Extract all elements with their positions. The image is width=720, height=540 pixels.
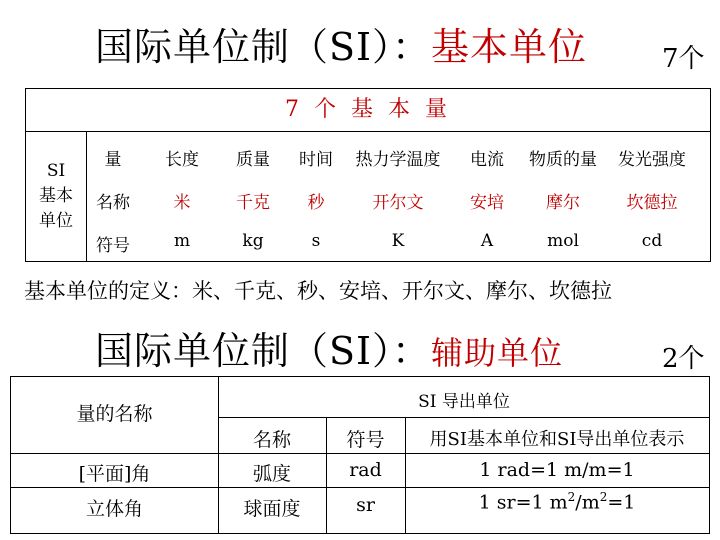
quantity-cell: 质量 — [236, 150, 270, 170]
row-label-quantity: 量 — [104, 150, 122, 170]
col-header-symbol: 符号 — [346, 429, 385, 451]
quantity-cell: 时间 — [299, 150, 333, 170]
base-unit-count: 7个 — [662, 44, 705, 74]
definition-line: 基本单位的定义：米、千克、秒、安培、开尔文、摩尔、坎德拉 — [24, 279, 612, 303]
expression-steradian — [405, 490, 709, 513]
unit-symbol-cell: mol — [547, 231, 579, 251]
quantity-cell: 电流 — [470, 150, 504, 170]
unit-name-steradian: 球面度 — [243, 498, 301, 520]
unit-name-cell: 米 — [173, 193, 191, 213]
unit-name-cell: 安培 — [470, 193, 504, 213]
unit-symbol-rad: rad — [349, 459, 382, 481]
unit-symbol-cell: kg — [242, 231, 264, 251]
unit-symbol-cell: A — [480, 231, 494, 251]
unit-name-cell: 秒 — [307, 193, 325, 213]
unit-symbol-cell: s — [311, 231, 321, 251]
expression-radian: 1 rad=1 m/m=1 — [479, 459, 635, 481]
unit-name-cell: 千克 — [236, 193, 270, 213]
quantity-cell: 发光强度 — [618, 150, 686, 170]
table-caption: 7 个 基 本 量 — [26, 89, 710, 132]
title-supplementary-units — [95, 320, 563, 375]
si-side-label — [26, 131, 87, 261]
row-label-name: 名称 — [96, 193, 130, 213]
side-label-line: SI — [46, 160, 66, 181]
col-header-expression: 用SI基本单位和SI导出单位表示 — [429, 429, 685, 450]
unit-name-cell: 摩尔 — [546, 193, 580, 213]
title-subtitle: 基本单位 — [431, 25, 588, 69]
quantity-plane-angle: [平面]角 — [78, 463, 151, 485]
expr-exponent: 2 — [599, 490, 608, 504]
unit-symbol-cell: K — [391, 231, 405, 251]
quantity-cell: 物质的量 — [529, 150, 597, 170]
side-label-line: 单位 — [39, 210, 73, 231]
supplementary-unit-count: 2个 — [662, 344, 705, 374]
title-text: 国际单位制（SI）： — [95, 329, 432, 373]
unit-symbol-sr: sr — [356, 494, 375, 516]
expr-part: =1 — [607, 491, 636, 514]
unit-name-radian: 弧度 — [252, 463, 291, 485]
si-derived-unit-header: SI 导出单位 — [418, 392, 510, 412]
quantity-cell: 热力学温度 — [355, 150, 441, 170]
title-base-units — [95, 16, 587, 71]
expr-part: /m — [575, 491, 600, 514]
title-subtitle: 辅助单位 — [431, 334, 564, 372]
expr-part: 1 sr=1 m — [478, 491, 568, 514]
expr-exponent: 2 — [567, 490, 576, 504]
side-label-line: 基本 — [39, 185, 73, 206]
supplementary-units-table — [10, 376, 710, 534]
title-text: 国际单位制（SI）： — [95, 25, 432, 69]
unit-symbol-cell: m — [173, 231, 191, 251]
quantity-solid-angle: 立体角 — [85, 498, 143, 520]
row-label-symbol: 符号 — [96, 236, 130, 256]
quantity-cell: 长度 — [165, 150, 199, 170]
quantity-name-header: 量的名称 — [76, 403, 153, 425]
unit-symbol-cell: cd — [641, 231, 663, 251]
unit-name-cell: 开尔文 — [372, 193, 424, 213]
unit-name-cell: 坎德拉 — [626, 193, 678, 213]
col-header-name: 名称 — [252, 429, 291, 451]
